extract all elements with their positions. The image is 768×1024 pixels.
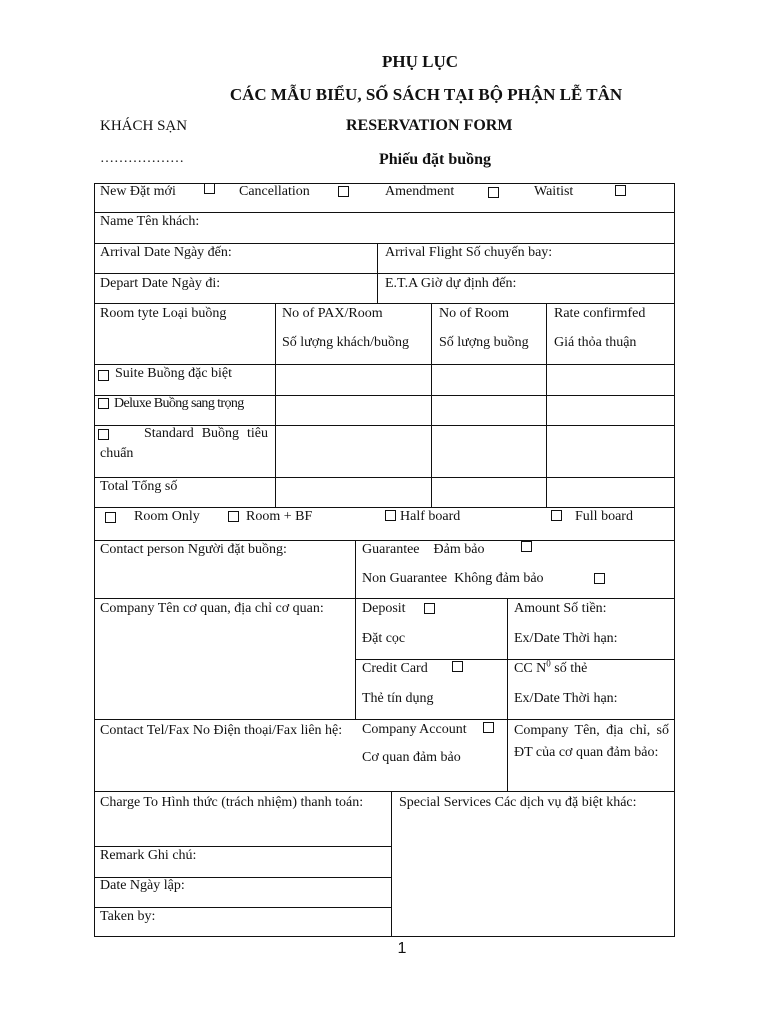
col-divider: [377, 243, 378, 304]
row-divider: [94, 243, 675, 244]
appendix-subtitle: CÁC MẪU BIỂU, SỐ SÁCH TẠI BỘ PHẬN LỄ TÂN: [229, 85, 623, 104]
deposit-label: Deposit: [362, 601, 406, 616]
row-divider: [94, 477, 675, 478]
credit-card-label-vn: Thẻ tín dụng: [362, 691, 434, 706]
charge-to-field[interactable]: Charge To Hình thức (trách nhiệm) thanh toán:: [100, 795, 364, 810]
full-board-checkbox[interactable]: [551, 510, 562, 521]
standard-label-text: Standard Buồng tiêu chuẩn: [100, 426, 268, 461]
credit-card-label: Credit Card: [362, 661, 428, 676]
card-number-sup: 0: [546, 658, 551, 669]
date-field[interactable]: Date Ngày lập:: [100, 878, 185, 893]
waitlist-label: Waitist: [534, 184, 574, 199]
amendment-label: Amendment: [385, 184, 455, 199]
half-board-checkbox[interactable]: [385, 510, 396, 521]
form-title: RESERVATION FORM: [346, 117, 513, 134]
total-label: Total Tổng số: [100, 479, 178, 494]
guest-name-field[interactable]: Name Tên khách:: [100, 214, 200, 229]
hotel-label: KHÁCH SẠN: [100, 118, 188, 134]
col-divider: [431, 303, 432, 508]
room-type-header: Room tyte Loại buồng: [100, 306, 227, 321]
col-divider: [355, 540, 356, 720]
room-bf-checkbox[interactable]: [228, 511, 239, 522]
rate-header-vn: Giá thỏa thuận: [554, 335, 637, 350]
room-only-label: Room Only: [134, 509, 200, 524]
row-divider: [94, 598, 675, 599]
remark-field[interactable]: Remark Ghi chú:: [100, 848, 197, 863]
hotel-name-blank[interactable]: ………………: [100, 151, 184, 166]
rooms-header-vn: Số lượng buồng: [439, 335, 529, 350]
waitlist-checkbox[interactable]: [615, 185, 626, 196]
eta-field[interactable]: E.T.A Giờ dự định đến:: [385, 276, 517, 291]
card-number-suffix: số thẻ: [550, 661, 588, 676]
rate-header: Rate confirmfed: [554, 306, 646, 321]
guarantee-label: Guarantee Đảm bảo: [362, 542, 485, 557]
deposit-expiry-field[interactable]: Ex/Date Thời hạn:: [514, 631, 618, 646]
arrival-flight-field[interactable]: Arrival Flight Số chuyến bay:: [385, 245, 553, 260]
depart-date-field[interactable]: Depart Date Ngày đi:: [100, 276, 221, 291]
room-bf-label: Room + BF: [246, 509, 313, 524]
row-divider: [94, 507, 675, 508]
room-only-checkbox[interactable]: [105, 512, 116, 523]
company-field[interactable]: Company Tên cơ quan, địa chỉ cơ quan:: [100, 601, 324, 616]
appendix-title: PHỤ LỤC: [381, 52, 459, 71]
cancellation-checkbox[interactable]: [338, 186, 349, 197]
contact-person-field[interactable]: Contact person Người đặt buồng:: [100, 542, 287, 557]
card-number-prefix: CC N: [514, 661, 547, 676]
row-divider: [94, 846, 392, 847]
card-number-field[interactable]: [514, 658, 588, 677]
deluxe-checkbox[interactable]: [98, 398, 109, 409]
company-account-label-vn: Cơ quan đảm bảo: [362, 750, 461, 765]
row-divider: [94, 907, 392, 908]
deluxe-label: Deluxe Buồng sang trọng: [114, 396, 244, 411]
taken-by-field[interactable]: Taken by:: [100, 909, 156, 924]
company-info-field[interactable]: Company Tên, địa chỉ, số ĐT của cơ quan đảm bảo:: [514, 723, 669, 760]
col-divider: [391, 791, 392, 937]
row-divider: [94, 273, 675, 274]
pax-header-vn: Số lượng khách/buồng: [282, 335, 409, 350]
non-guarantee-label: Non Guarantee Không đảm bảo: [362, 571, 544, 586]
standard-label: [100, 424, 268, 464]
company-account-label: Company Account: [362, 722, 467, 737]
form-title-vn: Phiếu đặt buồng: [379, 151, 492, 168]
non-guarantee-checkbox[interactable]: [594, 573, 605, 584]
deposit-label-vn: Đặt cọc: [362, 631, 406, 646]
col-divider: [275, 303, 276, 508]
row-divider: [94, 540, 675, 541]
row-divider: [355, 659, 675, 660]
guarantee-checkbox[interactable]: [521, 541, 532, 552]
arrival-date-field[interactable]: Arrival Date Ngày đến:: [100, 245, 232, 260]
suite-checkbox[interactable]: [98, 370, 109, 381]
amount-field[interactable]: Amount Số tiền:: [514, 601, 607, 616]
row-divider: [94, 364, 675, 365]
new-booking-checkbox[interactable]: [204, 183, 215, 194]
deposit-checkbox[interactable]: [424, 603, 435, 614]
special-services-field[interactable]: Special Services Các dịch vụ đặ biệt khác:: [399, 795, 637, 810]
full-board-label: Full board: [575, 509, 633, 524]
col-divider: [546, 303, 547, 508]
reservation-form-table: [94, 183, 675, 937]
company-account-checkbox[interactable]: [483, 722, 494, 733]
credit-card-checkbox[interactable]: [452, 661, 463, 672]
suite-label: Suite Buồng đặc biệt: [115, 366, 233, 381]
pax-header: No of PAX/Room: [282, 306, 383, 321]
amendment-checkbox[interactable]: [488, 187, 499, 198]
half-board-label: Half board: [400, 509, 461, 524]
row-divider: [94, 303, 675, 304]
card-expiry-field[interactable]: Ex/Date Thời hạn:: [514, 691, 618, 706]
row-divider: [94, 212, 675, 213]
rooms-header: No of Room: [439, 306, 509, 321]
new-booking-label: New Đặt mới: [100, 184, 176, 199]
contact-tel-field[interactable]: Contact Tel/Fax No Điện thoại/Fax liên hệ:: [100, 723, 343, 738]
col-divider: [507, 598, 508, 792]
page-number: 1: [397, 940, 407, 957]
cancellation-label: Cancellation: [239, 184, 310, 199]
